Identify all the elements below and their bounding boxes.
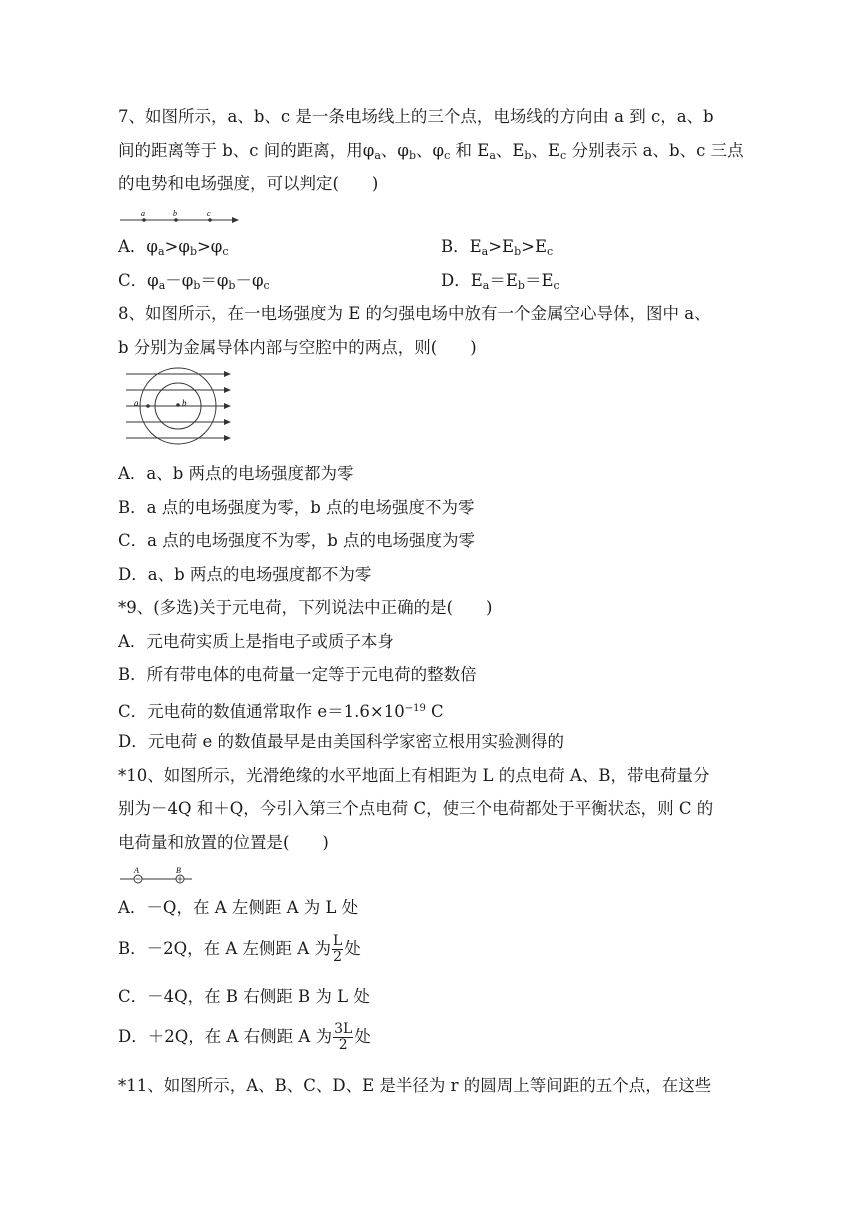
- q8-option-c: C．a 点的电场强度不为零，b 点的电场强度为零: [118, 531, 476, 550]
- q7-field-line-figure: [118, 207, 242, 227]
- q8-line1: 8、如图所示，在一电场强度为 E 的匀强电场中放有一个金属空心导体，图中 a、: [118, 304, 711, 323]
- q8-option-a: A．a、b 两点的电场强度都为零: [118, 464, 354, 483]
- q10-option-d-fraction: $\frac{3L}{2}$: [334, 1021, 353, 1053]
- q7-label-b: b: [173, 209, 177, 218]
- q8-label-b: b: [182, 398, 187, 408]
- q8-label-a: a: [134, 398, 139, 408]
- q8-option-b: B．a 点的电场强度为零，b 点的电场强度不为零: [118, 498, 475, 517]
- q10-option-b: B．－2Q，在 A 左侧距 A 为 $\frac{L}{2}$ 处: [118, 933, 361, 965]
- q7-option-b: B．$E_a>E_b>E_c$: [441, 237, 554, 258]
- q10-option-a: A．－Q，在 A 左侧距 A 为 L 处: [118, 898, 359, 917]
- q7-label-c: c: [207, 209, 211, 218]
- q9-option-d: D．元电荷 e 的数值最早是由美国科学家密立根用实验测得的: [118, 732, 564, 751]
- q10-option-c: C．－4Q，在 B 右侧距 B 为 L 处: [118, 987, 370, 1006]
- q9-option-c: C．元电荷的数值通常取作 $e=1.6\times 10^{-19}$ C: [118, 702, 444, 721]
- q9-option-a: A．元电荷实质上是指电子或质子本身: [118, 632, 394, 651]
- q10-line1: *10、如图所示，光滑绝缘的水平地面上有相距为 L 的点电荷 A、B，带电荷量分: [118, 766, 710, 785]
- q10-label-A: A: [134, 866, 139, 875]
- q10-charges-figure: [118, 864, 198, 886]
- q8-hollow-conductor-figure: [118, 365, 238, 453]
- q11-line1: *11、如图所示，A、B、C、D、E 是半径为 r 的圆周上等间距的五个点，在这些: [118, 1076, 712, 1095]
- q10-label-B: B: [176, 866, 181, 875]
- q9-option-b: B．所有带电体的电荷量一定等于元电荷的整数倍: [118, 665, 477, 684]
- q8-option-d: D．a、b 两点的电场强度都不为零: [118, 565, 372, 584]
- q7-label-a: a: [141, 209, 145, 218]
- q7-line2: 间的距离等于 b、c 间的距离，用$\varphi_a$、$\varphi_b$、$\varphi_c$ 和 $E_a$、$E_b$、$E_c$ 分别表示 a、b、c 三点: [118, 141, 744, 162]
- q10-option-b-fraction: $\frac{L}{2}$: [332, 933, 343, 965]
- q9-line1: *9、(多选)关于元电荷，下列说法中正确的是( ): [118, 598, 493, 617]
- q7-option-c: C．$\varphi_a-\varphi_b=\varphi_b-\varphi_c$: [118, 271, 270, 292]
- q10-line2: 别为－4Q 和＋Q，今引入第三个点电荷 C，使三个电荷都处于平衡状态，则 C 的: [118, 799, 714, 818]
- q10-option-d: D．＋2Q，在 A 右侧距 A 为 $\frac{3L}{2}$ 处: [118, 1021, 371, 1053]
- q7-line1: 7、如图所示，a、b、c 是一条电场线上的三个点，电场线的方向由 a 到 c，a、b: [118, 107, 714, 126]
- q7-line3: 的电势和电场强度，可以判定( ): [118, 174, 379, 193]
- q7-option-d: D．$E_a=E_b=E_c$: [441, 271, 560, 292]
- q8-line2: b 分别为金属导体内部与空腔中的两点，则( ): [118, 338, 477, 357]
- q7-option-a: A．$\varphi_a>\varphi_b>\varphi_c$: [118, 237, 229, 258]
- q10-line3: 电荷量和放置的位置是( ): [118, 833, 329, 852]
